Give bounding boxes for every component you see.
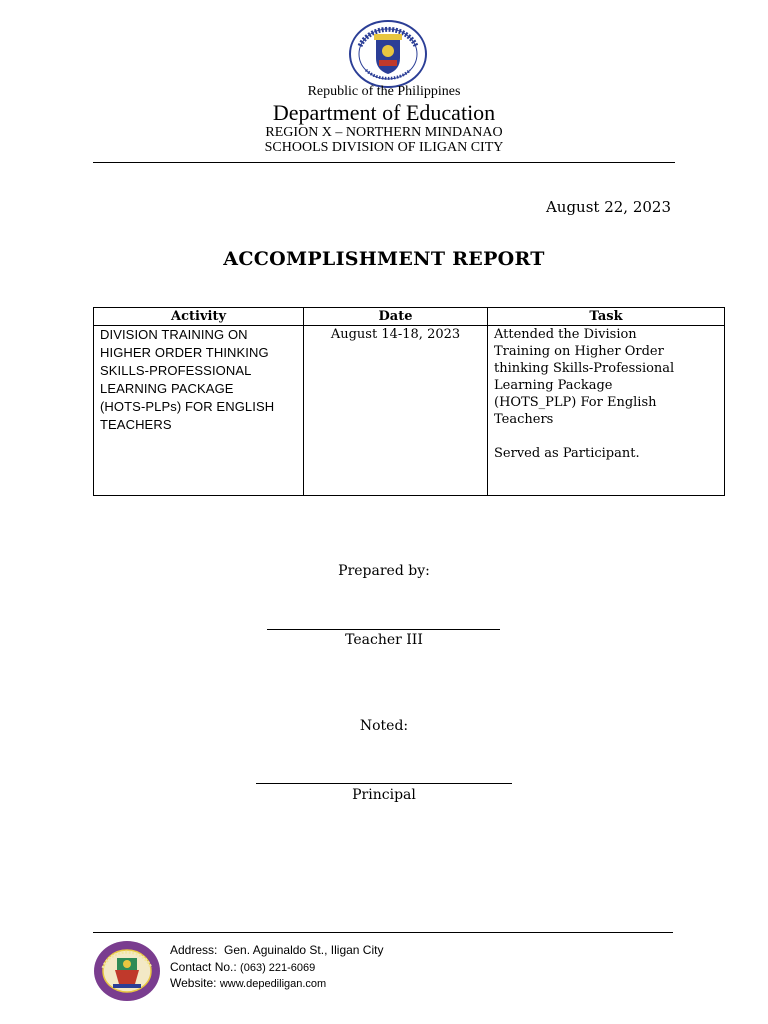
noted-label: Noted: bbox=[359, 718, 409, 734]
deped-seal-icon bbox=[348, 20, 428, 88]
website-label: Website: bbox=[170, 976, 217, 990]
footer-website bbox=[170, 975, 326, 992]
address-label: Address: bbox=[170, 943, 218, 957]
date-text: August 14-18, 2023 bbox=[330, 327, 461, 342]
table-row bbox=[94, 326, 725, 496]
prepared-role: Teacher III bbox=[345, 632, 423, 648]
footer-divider bbox=[93, 932, 673, 933]
website-link[interactable]: www.depediligan.com bbox=[219, 978, 327, 990]
date-cell bbox=[304, 326, 488, 496]
contact-value: (063) 221-6069 bbox=[240, 962, 316, 974]
department-name: Department of Education bbox=[272, 100, 496, 125]
noted-signature-line bbox=[256, 783, 512, 784]
region-line: REGION X – NORTHERN MINDANAO bbox=[265, 125, 503, 140]
task-cell bbox=[488, 326, 725, 496]
prepared-by-label: Prepared by: bbox=[338, 563, 430, 579]
division-line: SCHOOLS DIVISION OF ILIGAN CITY bbox=[264, 140, 504, 155]
noted-role: Principal bbox=[352, 787, 416, 803]
column-header-activity: Activity bbox=[94, 308, 304, 326]
task-note: Served as Participant. bbox=[494, 446, 640, 461]
division-of-iligan-city-seal-icon bbox=[93, 940, 161, 1002]
footer-contact bbox=[170, 959, 315, 976]
activity-text: DIVISION TRAINING ON HIGHER ORDER THINKING SKILLS-PROFESSIONAL LEARNING PACKAGE (HOTS-PLPs) FOR ENGLISH TEACHERS bbox=[100, 327, 275, 432]
report-title: ACCOMPLISHMENT REPORT bbox=[223, 248, 545, 270]
report-date: August 22, 2023 bbox=[545, 198, 671, 216]
table-header-row bbox=[94, 308, 725, 326]
column-header-task: Task bbox=[488, 308, 725, 326]
footer-address bbox=[170, 942, 383, 958]
activity-cell bbox=[94, 326, 304, 496]
republic-line: Republic of the Philippines bbox=[307, 84, 461, 99]
accomplishment-table bbox=[93, 307, 725, 496]
header-divider bbox=[93, 162, 675, 163]
prepared-signature-line bbox=[267, 629, 500, 630]
address-value: Gen. Aguinaldo St., Iligan City bbox=[224, 943, 384, 957]
column-header-date: Date bbox=[304, 308, 488, 326]
contact-label: Contact No.: bbox=[170, 960, 237, 974]
task-text: Attended the Division Training on Higher Order thinking Skills-Professional Learning Package (HOTS_PLP) For English Teachers bbox=[494, 327, 675, 427]
